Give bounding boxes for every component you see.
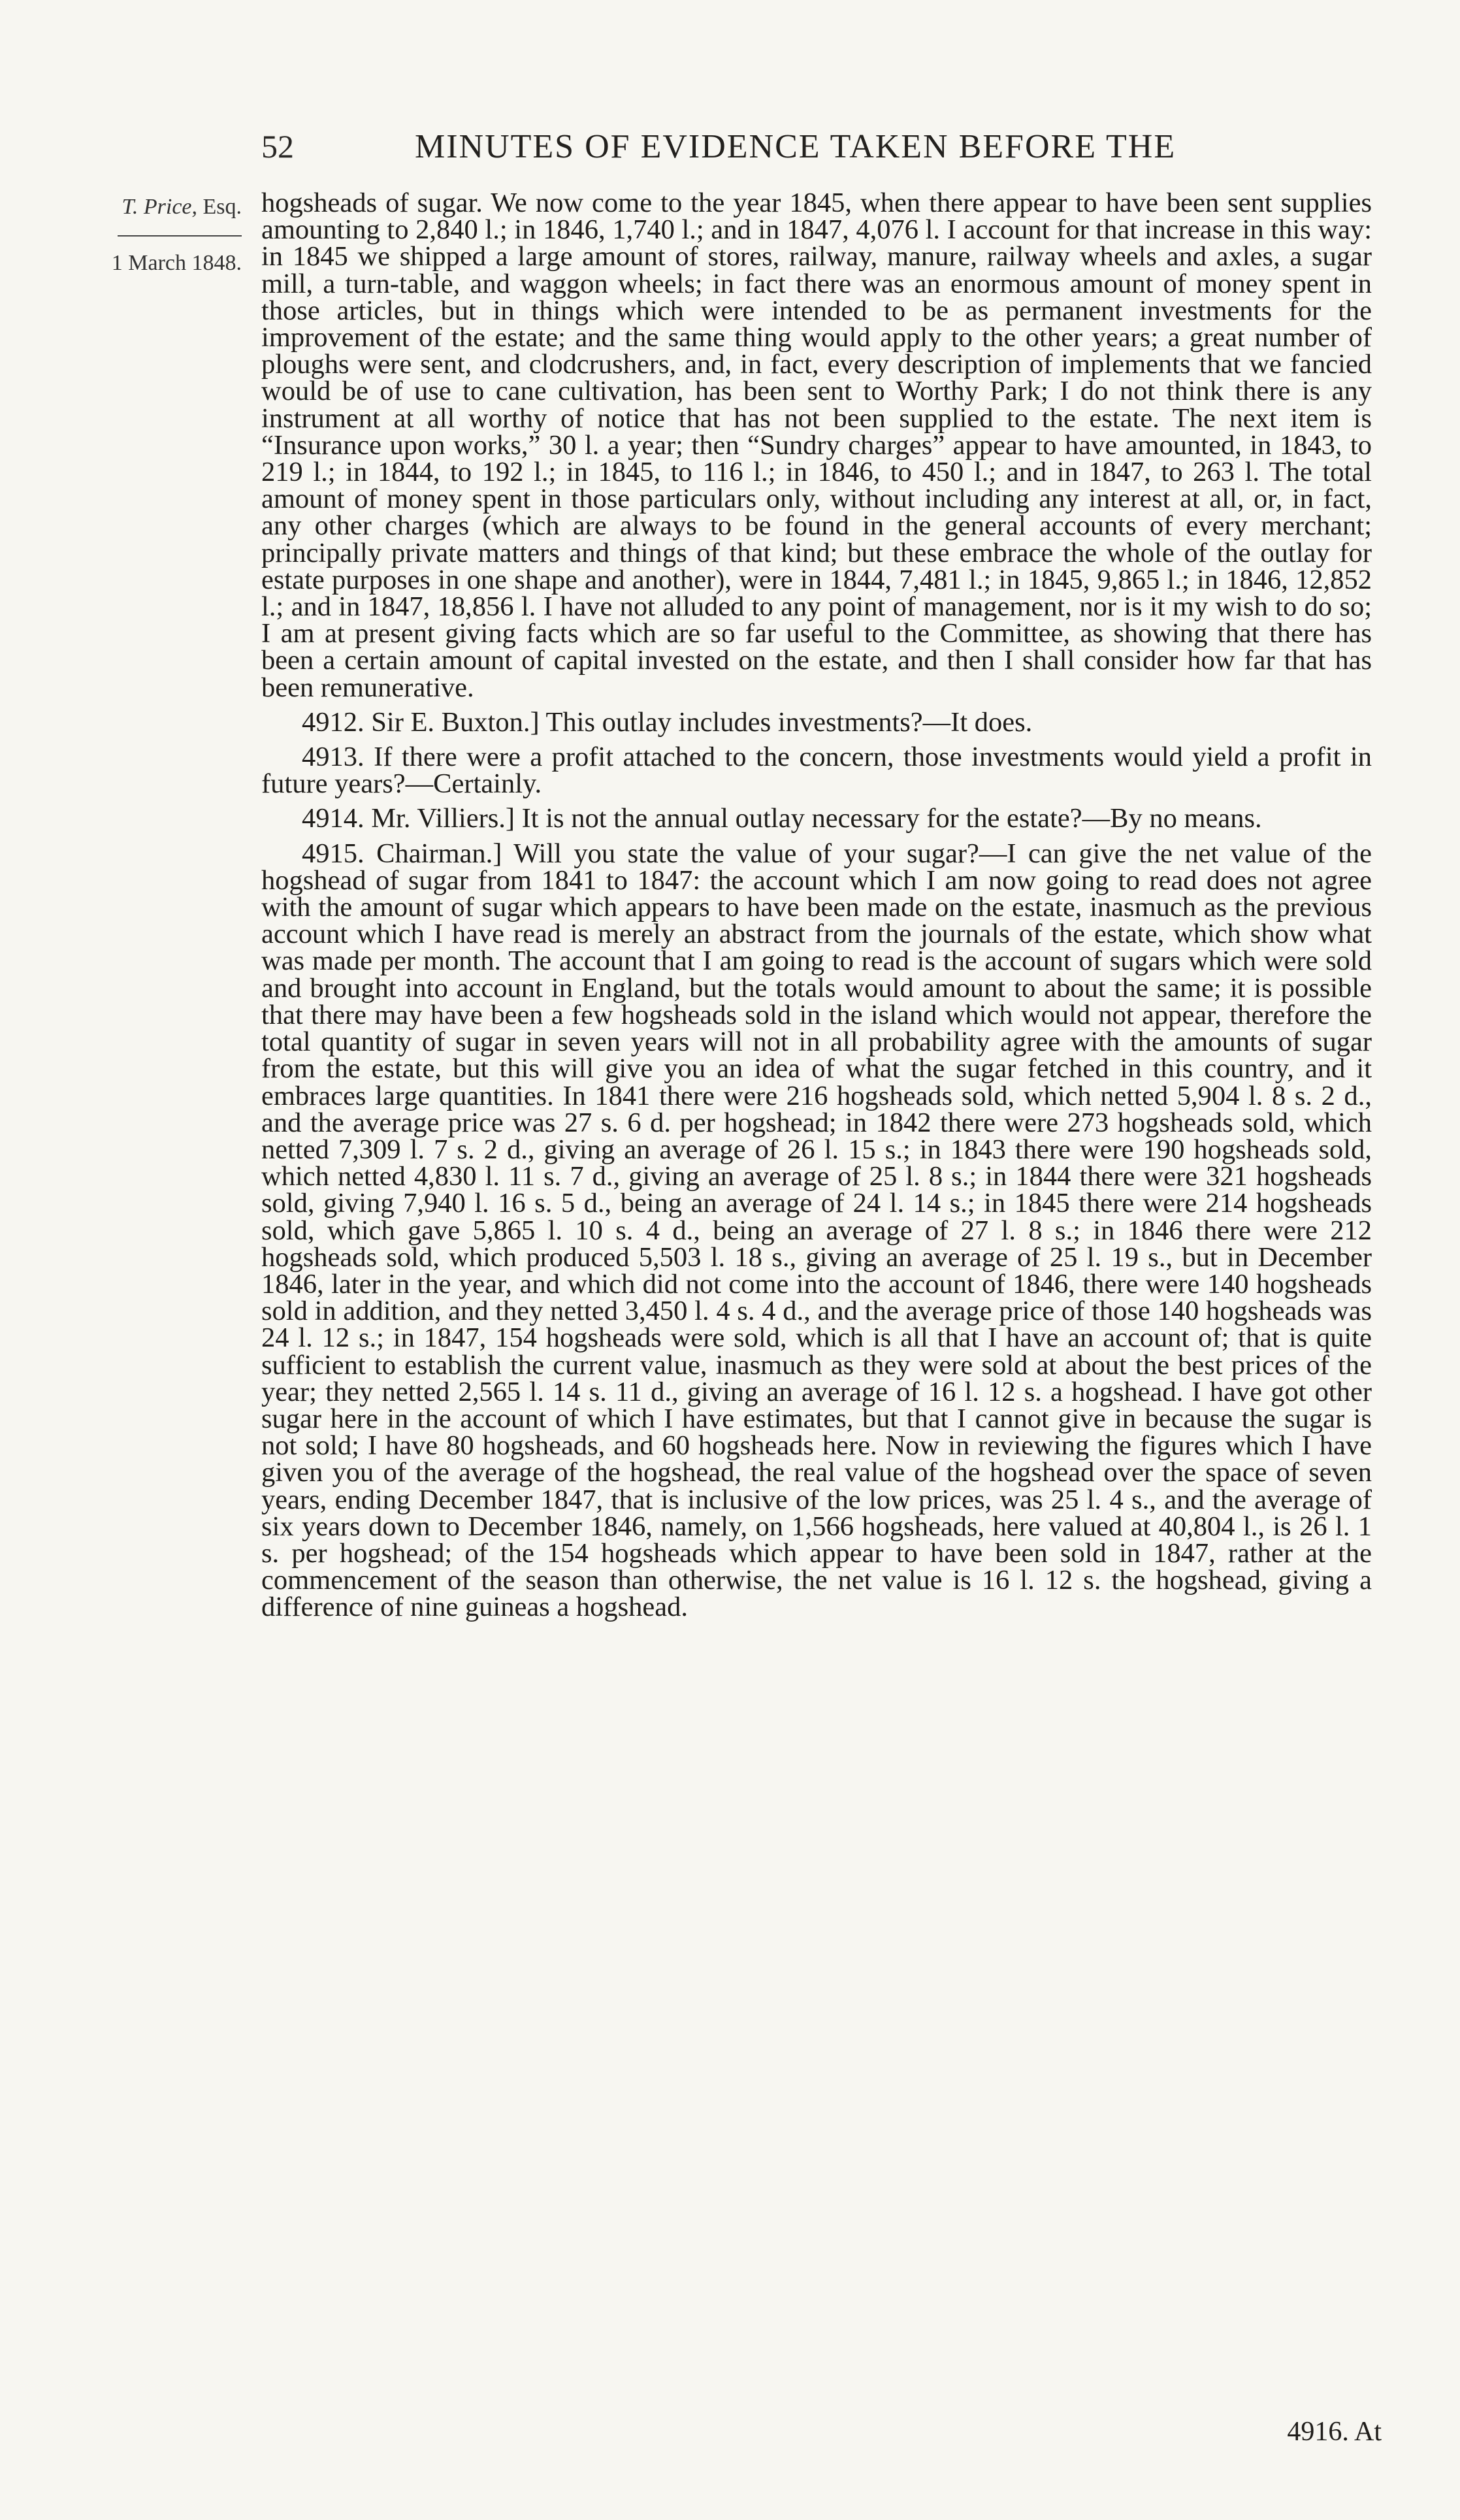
margin-divider <box>118 235 242 237</box>
witness-name: T. Price, Esq. <box>122 195 242 219</box>
question-4913: 4913. If there were a profit attached to the concern, those investments would yield a profit in future years?—Certainly. <box>261 742 1372 800</box>
question-4915: 4915. Chairman.] Will you state the value of your sugar?—I can give the net value of the hogshead of sugar from 1841 to 1847: the account which I am now going to read does not agree with the amount of sugar which appears to have been made on the estate, inasmuch as the previous account which I have read is merely an abstract from the journals of the estate, which show what was made per month. The account that I am going to read is the account of sugars which were sold and brought into account in England, but the totals would amount to about the same; it is possible that there may have been a few hogsheads sold in the island which would not appear, therefore the total quantity of sugar in seven years will not in all probability agree with the amounts of sugar from the estate, but this will give you an idea of what the sugar fetched in this country, and it embraces large quantities. In 1841 there were 216 hogsheads sold, which netted 5,904 l. 8 s. 2 d., and the average price was 27 s. 6 d. per hogshead; in 1842 there were 273 hogsheads sold, which netted 7,309 l. 7 s. 2 d., giving an average of 26 l. 15 s.; in 1843 there were 190 hogsheads sold, which netted 4,830 l. 11 s. 7 d., giving an average of 25 l. 8 s.; in 1844 there were 321 hogsheads sold, giving 7,940 l. 16 s. 5 d., being an average of 24 l. 14 s.; in 1845 there were 214 hogsheads sold, which gave 5,865 l. 10 s. 4 d., being an average of 27 l. 8 s.; in 1846 there were 212 hogsheads sold, which produced 5,503 l. 18 s., giving an average of 25 l. 19 s., but in December 1846, later in the year, and which did not come into the account of 1846, there were 140 hogsheads sold in addition, and they netted 3,450 l. 4 s. 4 d., and the average price of those 140 hogsheads was 24 l. 12 s.; in 1847, 154 hogsheads were sold, which is all that I have an account of; that is quite sufficient to establish the current value, inasmuch as they were sold at about the best prices of the year; they netted 2,565 l. 14 s. 11 d., giving an average of 16 l. 12 s. a hogshead. I have got other sugar here in the account of which I have estimates, but that I cannot give in because the sugar is not sold; I have 80 hogsheads, and 60 hogsheads here. Now in reviewing the figures which I have given you of the average of the hogshead, the real value of the hogshead over the space of seven years, ending December 1847, that is inclusive of the low prices, was 25 l. 4 s., and the average of six years down to December 1846, namely, on 1,566 hogsheads, here valued at 40,804 l., is 26 l. 1 s. per hogshead; of the 154 hogsheads which appear to have been sold in 1847, rather at the commencement of the season than otherwise, the net value is 16 l. 12 s. the hogshead, giving a difference of nine guineas a hogshead. <box>261 838 1372 1623</box>
question-4912: 4912. Sir E. Buxton.] This outlay includes investments?—It does. <box>302 706 1033 738</box>
evidence-body <box>261 189 1372 1621</box>
running-title: MINUTES OF EVIDENCE TAKEN BEFORE THE <box>415 128 1176 165</box>
page-header <box>261 127 1202 180</box>
paragraph-continuation: hogsheads of sugar. We now come to the year 1845, when there appear to have been sent supplies amounting to 2,840 l.; in 1846, 1,740 l.; and in 1847, 4,076 l. I account for that increase in this way: in 1845 we shipped a large amount of stores, railway, manure, railway wheels and axles, a sugar mill, a turn-table, and waggon wheels; in fact there was an enormous amount of money spent in those articles, but in things which were intended to be as permanent investments for the improvement of the estate; and the same thing would apply to the other years; a great number of ploughs were sent, and clodcrushers, and, in fact, every description of implements that we fancied would be of use to cane cultivation, has been sent to Worthy Park; I do not think there is any instrument at all worthy of notice that has not been supplied to the estate. The next item is “Insurance upon works,” 30 l. a year; then “Sundry charges” appear to have amounted, in 1843, to 219 l.; in 1844, to 192 l.; in 1845, to 116 l.; in 1846, to 450 l.; and in 1847, to 263 l. The total amount of money spent in those particulars only, without including any interest at all, or, in fact, any other charges (which are always to be found in the general accounts of every merchant; principally private matters and things of that kind; but these embrace the whole of the outlay for estate purposes in one shape and another), were in 1844, 7,481 l.; in 1845, 9,865 l.; in 1846, 12,852 l.; and in 1847, 18,856 l. I have not alluded to any point of management, nor is it my wish to do so; I am at present giving facts which are so far useful to the Committee, as showing that there has been a certain amount of capital invested on the estate, and then I shall consider how far that has been remunerative. <box>261 188 1372 703</box>
evidence-date: 1 March 1848. <box>111 251 242 275</box>
page-number: 52 <box>261 128 294 165</box>
catchword: 4916. At <box>1287 2417 1382 2447</box>
question-4914: 4914. Mr. Villiers.] It is not the annual outlay necessary for the estate?—By no means. <box>302 803 1262 834</box>
margin-note <box>52 195 242 276</box>
